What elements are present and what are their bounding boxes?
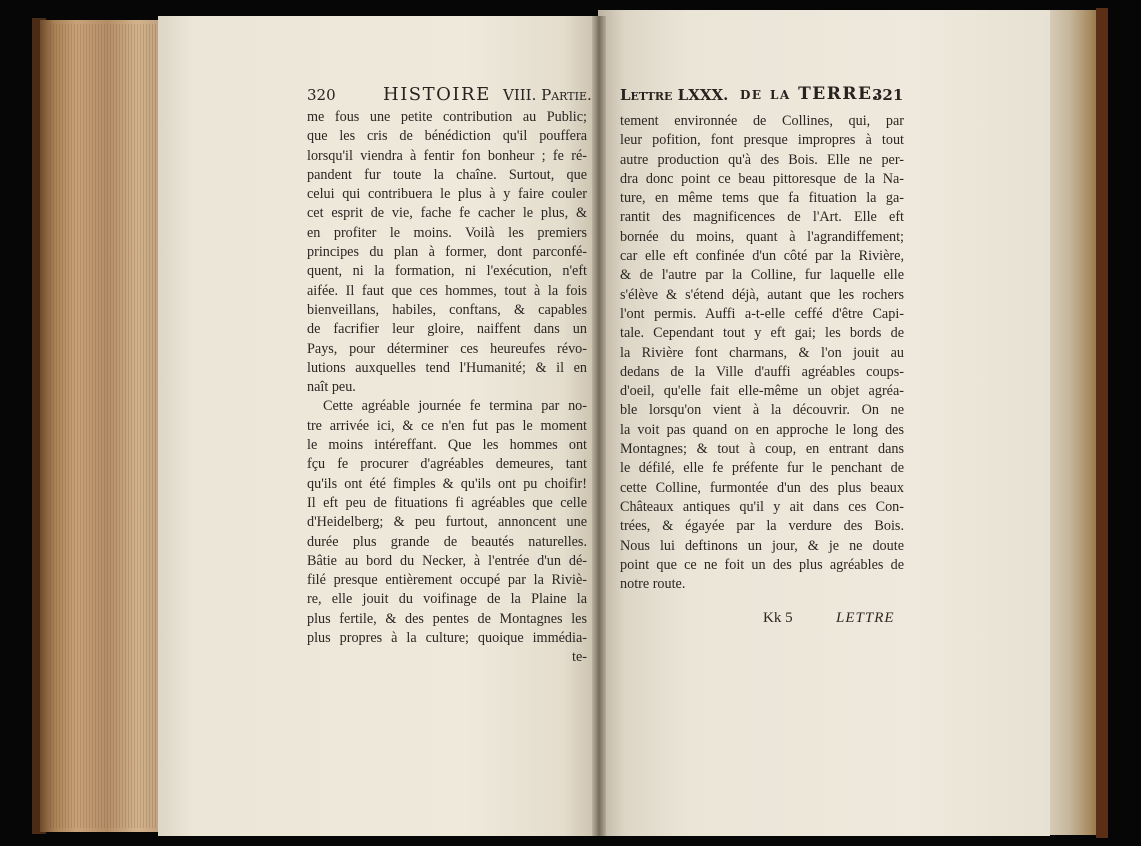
right-text-line: dra donc point ce beau pittoresque de la Na- (620, 170, 904, 187)
left-text-line: Pays, pour déterminer ces heureufes révo- (307, 340, 587, 357)
left-page-body (307, 108, 587, 668)
left-text-line: lorsqu'il viendra à fentir fon bonheur ; fe ré- (307, 147, 587, 164)
left-text-line: durée plus grande de beautés naturelles. (307, 533, 587, 550)
left-text-line: plus fertile, & des pentes de Montagnes les (307, 610, 587, 627)
left-text-line: celui qui contribuera le plus à y faire couler (307, 186, 587, 203)
signature-mark: Kk 5 (763, 610, 793, 626)
right-text-line: point que ce ne foit un des plus agréables de (620, 556, 904, 573)
left-text-line: d'Heidelberg; & peu furtout, annoncent une (307, 514, 587, 531)
left-page-number: 320 (307, 86, 336, 104)
right-text-line: rantit des magnificences de l'Art. Elle eft (620, 209, 904, 226)
right-cover-edge (1096, 8, 1108, 838)
right-text-line: leur pofition, font presque impropres à tout (620, 132, 904, 149)
right-text-line: trées, & égayée par la verdure des Bois. (620, 518, 904, 535)
right-text-line: la voit pas quand on en approche le long des (620, 421, 904, 438)
left-text-line: de facrifier leur gloire, naiffent dans un (307, 321, 587, 338)
right-text-line: Nous lui deftinons un jour, & je ne doute (620, 537, 904, 554)
right-text-line: ture, en même tems que fa fituation la ga- (620, 190, 904, 207)
left-text-line: bienveillans, habiles, conftans, & capables (307, 301, 587, 318)
left-text-line: cet esprit de vie, fache fe cacher le plus, & (307, 205, 587, 222)
left-text-line: lutions auxquelles tend l'Humanité; & il en (307, 359, 587, 376)
left-running-title: HISTOIRE (383, 84, 491, 105)
left-text-line: plus propres à la culture; quoique immédia- (307, 630, 587, 647)
book-gutter (592, 16, 606, 836)
right-running-title: de la TERRE. (740, 84, 880, 104)
left-text-line: naît peu. (307, 379, 356, 396)
right-page-body (620, 112, 904, 594)
left-text-line: qu'ils ont été fimples & qu'ils ont pu choifir! (307, 475, 587, 492)
left-part-label: VIII. Partie. (503, 86, 592, 104)
left-text-line: aifée. Il faut que ces hommes, tout à la fois (307, 282, 587, 299)
right-text-line: notre route. (620, 576, 686, 593)
right-text-line: Montagnes; & tout à coup, en entrant dans (620, 441, 904, 458)
right-text-line: Châteaux antiques qu'il y ait dans ces Con- (620, 498, 904, 515)
left-text-line: te- (572, 649, 587, 666)
left-text-line: que les cris de bénédiction qu'il pouffera (307, 128, 587, 145)
left-text-line: fçu fe procurer d'agréables demeures, tant (307, 456, 587, 473)
right-page-number: 321 (872, 86, 904, 104)
right-text-line: d'oeil, qu'elle fait elle-même un objet agréa- (620, 383, 904, 400)
left-text-line: principes du plan à former, dont parconfé- (307, 244, 587, 261)
right-text-line: dedans de la Ville d'auffi agréables coups- (620, 363, 904, 380)
right-text-line: la Rivière font charmans, & l'on jouit au (620, 344, 904, 361)
left-text-line: re, elle jouit du voifinage de la Plaine la (307, 591, 587, 608)
left-text-line: Cette agréable journée fe termina par no- (323, 398, 587, 415)
left-page-edge-texture (50, 24, 158, 828)
right-letter-label: Lettre LXXX. (620, 86, 729, 104)
left-text-line: Il eft peu de fituations fi agréables que celle (307, 494, 587, 511)
right-text-line: l'ont permis. Auffi a-t-elle ceffé d'être Capi- (620, 305, 904, 322)
left-text-line: tre arrivée ici, & ce n'en fut pas le moment (307, 417, 587, 434)
right-text-line: le défilé, elle fe préfente fur le penchant de (620, 460, 904, 477)
left-text-line: filé presque entièrement occupé par la Riviè- (307, 572, 587, 589)
right-text-line: & de l'autre par la Colline, fur laquelle elle (620, 267, 904, 284)
left-text-line: en profiter le moins. Voilà les premiers (307, 224, 587, 241)
catchword: LETTRE (836, 610, 895, 626)
left-text-line: pandent fur toute la chaîne. Surtout, que (307, 166, 587, 183)
left-text-line: Bâtie au bord du Necker, à l'entrée d'un dé- (307, 552, 587, 569)
right-text-line: autre production qu'à des Bois. Elle ne per- (620, 151, 904, 168)
right-text-line: tement environnée de Collines, qui, par (620, 113, 904, 129)
right-text-line: car elle eft confinée d'un côté par la Rivière, (620, 248, 904, 265)
left-text-line: me fous une petite contribution au Public; (307, 109, 587, 125)
right-text-line: bornée du moins, quant à l'agrandiffement; (620, 228, 904, 245)
right-text-line: tale. Cependant tout y eft gai; les bords de (620, 325, 904, 342)
right-text-line: s'élève & s'étend déjà, autant que les rochers (620, 286, 904, 303)
left-text-line: le moins intéreffant. Que les hommes ont (307, 437, 587, 454)
left-text-line: quent, ni la formation, ni l'exécution, n'eft (307, 263, 587, 280)
right-text-line: cette Colline, furmontée d'un des plus beaux (620, 479, 904, 496)
right-text-line: ble lorsqu'on vient à la découvrir. On ne (620, 402, 904, 419)
